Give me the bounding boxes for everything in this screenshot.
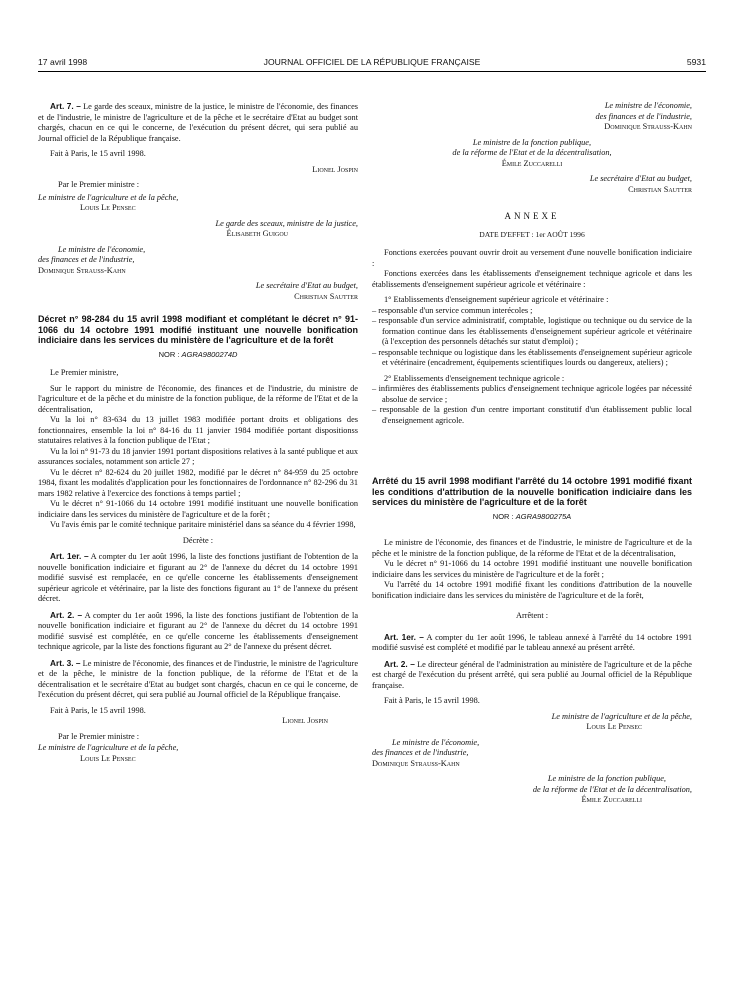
prime-minister: Le Premier ministre, [50, 368, 119, 377]
signature-pm-2: Lionel Jospin [282, 716, 328, 725]
list-item: – infirmières des établissements publics d'enseignement technique agricole logées par nécessité absolue de service ; [372, 384, 692, 405]
annex-heading: ANNEXE [504, 211, 560, 221]
signature-block-agriculture-3: Le ministre de l'agriculture et de la pêche, Louis Le Pensec [551, 711, 692, 731]
list-item: – responsable d'un service commun interécoles ; [372, 306, 692, 317]
by-prime-minister-2: Par le Premier ministre : [58, 731, 140, 741]
section-1-list [372, 306, 692, 369]
nor-reference: NOR : AGRA9800274D [158, 349, 238, 359]
list-item: – responsable d'un service administratif, comptable, logistique ou technique ou du service de la formation continue dans les établissements d'enseignement supérieur agricole et vétérinaire (à l'exception des personnels détachés sur statut d'emploi) ; [372, 316, 692, 348]
signature-block-public-service-2: Le ministre de la fonction publique, de la réforme de l'Etat et de la décentralisation, Émile Zuccarelli [532, 774, 692, 804]
section-2-heading: 2° Etablissements d'enseignement technique agricole : [384, 373, 565, 383]
effective-date: DATE D'EFFET : 1er AOÛT 1996 [479, 229, 585, 239]
header-rule [38, 71, 706, 72]
signature-pm: Lionel Jospin [312, 164, 358, 174]
annex-intro-2: Fonctions exercées dans les établissements d'enseignement technique agricole et dans les établissements d'enseignement supérieur agricole et vétérinaire : [372, 269, 692, 289]
signature-block-budget-2: Le secrétaire d'Etat au budget, Christian Sautter [589, 174, 692, 194]
signature-block-public-service: Le ministre de la fonction publique, de la réforme de l'Etat et de la décentralisation, Émile Zuccarelli [452, 137, 612, 168]
section-1-heading: 1° Etablissements d'enseignement supérieur agricole et vétérinaire : [384, 295, 609, 304]
article-7: Art. 7. – Le garde des sceaux, ministre de la justice, le ministre de l'économie, des finances et de l'industrie, le ministre de l'agriculture et de la pêche et le secrétaire d'Etat au budget sont chargés, chacun en ce qui le concerne, de l'exécution du présent décret, qui sera publié au Journal officiel de la République française. [38, 101, 358, 143]
arrete-visa-2: Vu le décret n° 91-1066 du 14 octobre 1991 modifié instituant une nouvelle bonification indiciaire dans les services du ministère de l'agriculture et de la forêt ; [372, 559, 692, 579]
by-prime-minister: Par le Premier ministre : [58, 180, 140, 189]
visa-3: Vu la loi n° 91-73 du 18 janvier 1991 portant dispositions relatives à la santé publique et aux assurances sociales, notamment son article 27 ; [38, 446, 358, 466]
page-number: 5931 [686, 57, 706, 67]
signature-block-budget: Le secrétaire d'Etat au budget, Christian Sautter [255, 281, 358, 301]
decree-title: Décret n° 98-284 du 15 avril 1998 modifiant et complétant le décret n° 91-1066 du 14 octobre 1991 modifié instituant une nouvelle bonification indiciaire dans les services du ministère de l'agriculture et de la forêt [38, 314, 358, 345]
article-3: Art. 3. – Le ministre de l'économie, des finances et de l'industrie, le ministre de l'agriculture et de la pêche, le ministre de la fonction publique, de la réforme de l'Etat et de la décentralisation et le secrétaire d'Etat au budget sont chargés, chacun en ce qui le concerne, de l'exécution du présent décret, qui sera publié au Journal officiel de la République française. [38, 657, 359, 699]
arrete-visa-1: Le ministre de l'économie, des finances et de l'industrie, le ministre de l'agriculture et de la pêche et le ministre de la fonction publique, de la réforme de l'Etat et de la décentralisation, [372, 538, 692, 558]
annex-intro-1: Fonctions exercées pouvant ouvrir droit au versement d'une nouvelle bonification indiciaire : [372, 248, 692, 268]
signature-block-economy-3: Le ministre de l'économie, des finances et de l'industrie, Dominique Strauss-Kahn [372, 737, 480, 768]
article-1: Art. 1er. – A compter du 1er août 1996, la liste des fonctions justifiant de l'obtention de la nouvelle bonification indiciaire et figurant au 2° de l'annexe du décret du 14 octobre 1991 modifié susvisé est remplacée, en ce qu'elle concerne les établissements d'enseignement supérieur agricole et vétérinaire, par la liste des fonctions figurant au 1° de l'annexe du présent décret. [38, 551, 358, 603]
signature-block-economy: Le ministre de l'économie, des finances et de l'industrie, Dominique Strauss-Kahn [38, 244, 146, 275]
visa-2: Vu la loi n° 83-634 du 13 juillet 1983 modifiée portant droits et obligations des fonctionnaires, ensemble la loi n° 84-16 du 11 janvier 1984 modifiée portant dispositionss statutaires relatives à la fonction publique de l'Etat ; [38, 415, 358, 445]
signature-block-agriculture: Le ministre de l'agriculture et de la pêche, Louis Le Pensec [38, 192, 179, 212]
signature-block-economy-2: Le ministre de l'économie, des finances et de l'industrie, Dominique Strauss-Kahn [595, 101, 692, 131]
right-column [372, 101, 692, 811]
journal-title: JOURNAL OFFICIEL DE LA RÉPUBLIQUE FRANÇAISE [263, 57, 481, 67]
arrete-article-2: Art. 2. – Le directeur général de l'administration au ministère de l'agriculture et de la pêche est chargé de l'exécution du présent arrêté, qui sera publié au Journal officiel de la République française. [372, 658, 692, 690]
list-item: – responsable de la gestion d'un centre important constitutif d'un établissement public local d'enseignement agricole. [372, 405, 692, 426]
signature-block-agriculture-2: Le ministre de l'agriculture et de la pêche, Louis Le Pensec [38, 743, 179, 763]
left-column [38, 101, 358, 769]
arretent-heading: Arrêtent : [515, 611, 549, 620]
list-item: – responsable technique ou logistique dans les établissements d'enseignement supérieur agricole et vétérinaire (encadrement, équipements scientifiques lourds ou dangereux, ateliers) ; [372, 348, 692, 369]
signature-block-justice: Le garde des sceaux, ministre de la justice, Élisabeth Guigou [215, 218, 358, 238]
visa-6: Vu l'avis émis par le comité technique paritaire ministériel dans sa séance du 4 février 1998, [50, 520, 356, 529]
header-date: 17 avril 1998 [38, 57, 88, 67]
arrete-article-1: Art. 1er. – A compter du 1er août 1996, le tableau annexé à l'arrêté du 14 octobre 1991 modifié susvisé est complété et modifié par le tableau annexé au présent arrêté. [372, 631, 692, 652]
signing-place-date: Fait à Paris, le 15 avril 1998. [50, 149, 146, 158]
article-2: Art. 2. – A compter du 1er août 1996, la liste des fonctions justifiant de l'obtention de la nouvelle bonification indiciaire et figurant au 2° de l'annexe du décret du 14 octobre 1991 modifié susvisé est complétée, en ce qu'elle concerne les établissements d'enseignement technique agricole, par la liste des fonctions figurant au 2° de l'annexe du présent décret. [38, 609, 359, 651]
section-2-list [372, 384, 692, 426]
signing-place-date-3: Fait à Paris, le 15 avril 1998. [384, 696, 480, 705]
nor-reference-2: NOR : AGRA9800275A [492, 511, 572, 521]
arrete-visa-3: Vu l'arrêté du 14 octobre 1991 modifié fixant les conditions d'attribution de la nouvelle bonification indiciaire dans les services du ministère de l'agriculture et de la forêt, [372, 580, 692, 600]
decrete-heading: Décrète : [182, 535, 214, 545]
visa-5: Vu le décret n° 91-1066 du 14 octobre 1991 modifié instituant une nouvelle bonification indiciaire dans les services du ministère de l'agriculture et de la forêt ; [38, 499, 358, 519]
arrete-title: Arrêté du 15 avril 1998 modifiant l'arrêté du 14 octobre 1991 modifié fixant les conditions d'attribution de la nouvelle bonification indiciaire dans les services du ministère de l'agriculture et de la forêt [372, 476, 692, 507]
page-header [38, 57, 706, 71]
visa-1: Sur le rapport du ministre de l'économie, des finances et de l'industrie, du ministre de l'agriculture et de la pêche et du ministre de la fonction publique, de la réforme de l'Etat et de la décentralisation, [38, 383, 358, 414]
visa-4: Vu le décret n° 82-624 du 20 juillet 1982, modifié par le décret n° 84-959 du 25 octobre 1984, fixant les modalités d'application pour les fonctionnaires de l'ordonnance n° 82-296 du 31 mars 1982 relative à l'exercice des fonctions à temps partiel ; [38, 467, 358, 498]
signing-place-date-2: Fait à Paris, le 15 avril 1998. [50, 705, 146, 715]
